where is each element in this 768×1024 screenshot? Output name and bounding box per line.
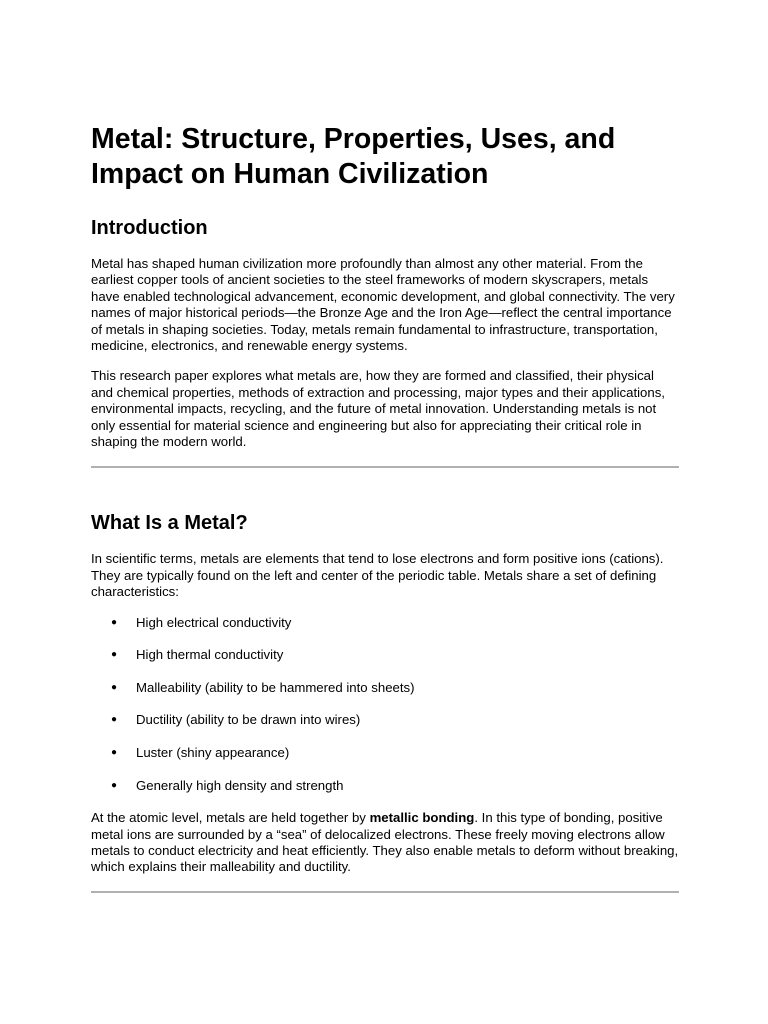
introduction-paragraph-1: Metal has shaped human civilization more profoundly than almost any other material. From the earliest copper tools of ancient societies to the steel frameworks of modern skyscrapers, metals have enabled technological advancement, economic development, and global connectivity. The very names of major historical periods—the Bronze Age and the Iron Age—reflect the central importance of metals in shaping societies. Today, metals remain fundamental to infrastructure, transportation, medicine, electronics, and renewable energy systems. — [91, 256, 675, 354]
introduction-paragraph-2: This research paper explores what metals are, how they are formed and classified, their physical and chemical properties, methods of extraction and processing, major types and their applications, environmental impacts, recycling, and the future of metal innovation. Understanding metals is not only essential for material science and engineering but also for appreciating their critical role in shaping the modern world. — [91, 368, 665, 450]
bullet-icon: ● — [111, 649, 118, 661]
list-item-text: Malleability (ability to be hammered into sheets) — [136, 679, 415, 695]
what-is-metal-heading: What Is a Metal? — [91, 512, 248, 535]
section-divider — [91, 466, 679, 468]
list-item-text: Ductility (ability to be drawn into wires) — [136, 712, 361, 728]
what-is-metal-paragraph-2 — [91, 810, 679, 876]
characteristics-list — [91, 615, 679, 794]
list-item — [91, 745, 679, 761]
list-item-text: Generally high density and strength — [136, 777, 344, 793]
what-is-metal-paragraph-1: In scientific terms, metals are elements that tend to lose electrons and form positive ions (cations). They are typically found on the left and center of the periodic table. Metals share a set of defining characteristics: — [91, 551, 664, 600]
list-item — [91, 615, 679, 631]
bullet-icon: ● — [111, 714, 118, 726]
bullet-icon: ● — [111, 616, 118, 628]
list-item — [91, 680, 679, 696]
section-divider — [91, 891, 679, 893]
list-item — [91, 712, 679, 728]
bullet-icon: ● — [111, 681, 118, 693]
paragraph-text: At the atomic level, metals are held together by — [91, 810, 370, 826]
bold-term: metallic bonding — [369, 810, 475, 826]
introduction-heading: Introduction — [91, 217, 208, 239]
document-title: Metal: Structure, Properties, Uses, and Impact on Human Civilization — [91, 123, 616, 190]
list-item — [91, 778, 679, 794]
bullet-icon: ● — [111, 779, 118, 791]
list-item-text: Luster (shiny appearance) — [136, 745, 290, 761]
list-item-text: High thermal conductivity — [136, 647, 284, 663]
list-item-text: High electrical conductivity — [136, 614, 292, 630]
list-item — [91, 647, 679, 663]
paragraph-text: . In this type of bonding, positive metal ions are surrounded by a “sea” of delocalized electrons. These freely moving electrons allow metals to conduct electricity and heat efficiently. They also enable metals to deform without breaking, which explains their malleability and ductility. — [91, 810, 679, 875]
document-page — [91, 122, 679, 893]
bullet-icon: ● — [111, 747, 118, 759]
